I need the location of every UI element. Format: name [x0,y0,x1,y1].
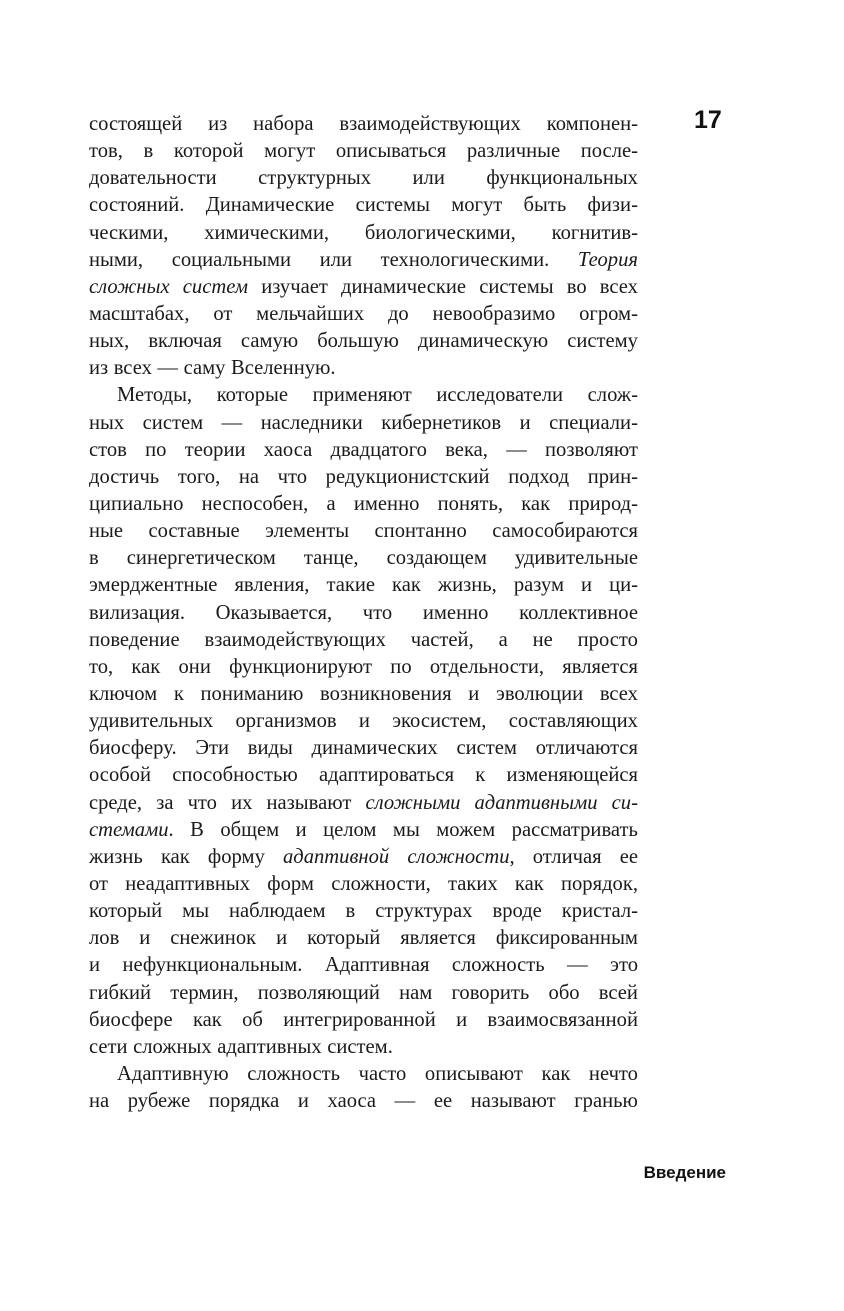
text-line: достичь того, на что редукционистский подход прин- [89,465,638,488]
text-line: и нефункциональным. Адаптивная сложность — это [89,954,638,977]
text-line: жизнь как форму адаптивной сложности, отличая ее [89,845,638,868]
body-text [89,111,638,1115]
text-line: ных систем — наследники кибернетиков и специали- [89,411,638,434]
text-line: гибкий термин, позволяющий нам говорить обо всей [89,981,638,1004]
text-line: сложных систем изучает динамические системы во всех [89,275,638,298]
text-line: ные составные элементы спонтанно самособираются [89,520,638,543]
text-line: удивительных организмов и экосистем, составляющих [89,710,638,733]
text-line: от неадаптивных форм сложности, таких как порядок, [89,872,638,895]
text-line: Методы, которые применяют исследователи слож- [117,384,638,407]
text-line: тов, в которой могут описываться различные после- [89,140,638,163]
text-line: среде, за что их называют сложными адаптивными си- [89,791,638,814]
text-line: эмерджентные явления, такие как жизнь, разум и ци- [89,574,638,597]
text-line: поведение взаимодействующих частей, а не просто [89,628,638,651]
running-footer: Введение [643,1163,726,1182]
text-line: ципиально неспособен, а именно понять, как природ- [89,492,638,515]
text-line: то, как они функционируют по отдельности, является [89,655,638,678]
text-line: биосферу. Эти виды динамических систем отличаются [89,737,638,760]
text-line: биосфере как об интегрированной и взаимосвязанной [89,1008,638,1031]
text-line: ными, социальными или технологическими. Теория [89,248,638,271]
text-line: в синергетическом танце, создающем удивительные [89,547,638,570]
text-line: лов и снежинок и который является фиксированным [89,927,638,950]
page-number: 17 [694,106,722,134]
text-line: который мы наблюдаем в структурах вроде кристал- [89,900,638,923]
text-line: стемами. В общем и целом мы можем рассматривать [89,818,638,841]
text-line: из всех — саму Вселенную. [89,357,336,380]
text-line: масштабах, от мельчайших до невообразимо огром- [89,302,638,325]
text-line: на рубеже порядка и хаоса — ее называют гранью [89,1090,638,1113]
text-line: ключом к пониманию возникновения и эволюции всех [89,682,638,705]
text-line: вилизация. Оказывается, что именно коллективное [89,601,638,624]
text-line: стов по теории хаоса двадцатого века, — позволяют [89,438,638,461]
text-line: довательности структурных или функциональных [89,167,638,190]
text-line: Адаптивную сложность часто описывают как нечто [117,1062,638,1085]
text-line: ных, включая самую большую динамическую систему [89,330,638,353]
text-line: состояний. Динамические системы могут быть физи- [89,194,638,217]
text-line: ческими, химическими, биологическими, когнитив- [89,221,638,244]
text-line: состоящей из набора взаимодействующих компонен- [89,113,638,135]
text-line: особой способностью адаптироваться к изменяющейся [89,764,638,787]
text-line: сети сложных адаптивных систем. [89,1035,393,1058]
